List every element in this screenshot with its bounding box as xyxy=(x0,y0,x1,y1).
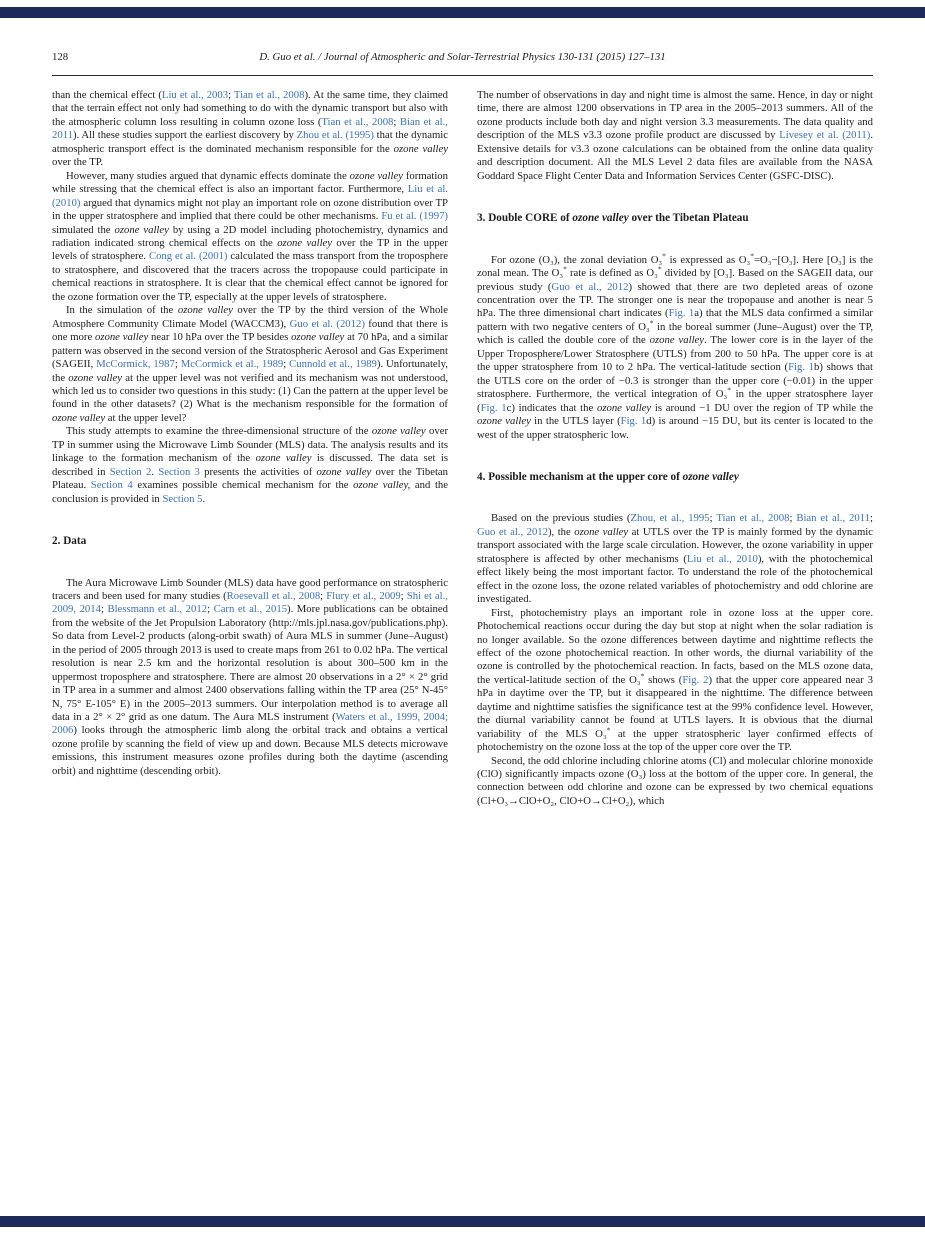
text-run: ; xyxy=(393,115,400,128)
text-run: b) shows that the UTLS core on the order of −0.3 is stronger than the upper core (−0.01) in the upper stratosphere. Furthermore, the vertical integration of O₃ xyxy=(477,361,873,401)
italic-term: ozone valley xyxy=(572,212,629,225)
text-run: ; xyxy=(228,89,234,101)
text-run: ) showed that there are two depleted areas of ozone concentration over the TP. The stronger one is near the tropopause and another is near 5 hPa. The three dimensional chart indicates ( xyxy=(477,280,873,320)
text-run: ; xyxy=(870,512,873,525)
citation-link[interactable]: Blessmann et al., 2012 xyxy=(107,603,208,616)
citation-link[interactable]: Section 3 xyxy=(158,465,200,478)
text-run: is discussed. The data set is described in xyxy=(52,452,448,478)
text-run: This study attempts to examine the three-dimensional structure of the xyxy=(66,425,372,438)
text-run: is around −1 DU over the region of TP while the xyxy=(651,401,873,414)
italic-term: ozone valley xyxy=(291,331,345,344)
text-run: argued that dynamics might not play an important role on ozone distribution over TP in the upper stratosphere and implied that there could be other mechanisms. xyxy=(52,196,448,223)
text-run: ; xyxy=(283,358,290,371)
text-run: over the TP by the third version of the Whole Atmosphere Community Climate Model (WACCM3), xyxy=(52,304,449,330)
italic-term: ozone valley xyxy=(316,465,372,478)
superscript: * xyxy=(640,671,645,681)
italic-term: ozone valley xyxy=(68,371,122,384)
page-header xyxy=(52,51,873,66)
text-run: ; xyxy=(709,512,717,525)
text-run: in the boreal summer (June–August) over the TP, which is called the double core of the xyxy=(477,320,874,347)
citation-link[interactable]: Section 4 xyxy=(90,479,133,492)
text-run: presents the activities of xyxy=(199,465,317,478)
text-run: ) looks through the atmospheric limb along the orbital track and obtains a vertical ozone profile by scanning the field of view up and down. Because MLS detects microwave emissions, this instrument measures ozone profiles during both the daytime (ascending orbit) and nighttime (descending orbit). xyxy=(52,724,448,777)
text-run: . The lower core is in the layer of the Upper Troposphere/Lower Stratosphere (UTLS) from 200 to 50 hPa. The upper core is at the upper stratosphere from 10 to 2 hPa. The vertical-latitude section ( xyxy=(477,334,873,374)
text-run: In the simulation of the xyxy=(66,304,178,317)
superscript: * xyxy=(563,264,567,274)
citation-link[interactable]: Zhou, et al., 1995 xyxy=(630,512,710,525)
section-heading xyxy=(477,471,873,484)
text-run: over the TP. xyxy=(52,156,104,169)
text-run: shows ( xyxy=(644,673,683,686)
text-run: ; xyxy=(174,358,181,371)
text-run: is expressed as O₃ xyxy=(665,253,751,266)
citation-link[interactable]: Fig. 1 xyxy=(788,361,814,374)
citation-link[interactable]: Flury et al., 2009 xyxy=(326,589,401,602)
superscript: * xyxy=(750,251,755,261)
top-decoration-bar xyxy=(0,7,925,18)
text-run: near 10 hPa over the TP besides xyxy=(148,331,292,344)
italic-term: ozone valley xyxy=(177,304,233,317)
paragraph xyxy=(52,89,448,170)
citation-link[interactable]: Tian et al., 2008 xyxy=(321,115,394,128)
text-run: and the conclusion is provided in xyxy=(52,479,449,505)
page-number: 128 xyxy=(52,51,69,63)
superscript: * xyxy=(662,251,666,261)
text-run: by using a 2D model including photochemistry, dynamics and radiation indicated strong chemical effects on the xyxy=(52,223,448,249)
text-run: at the upper stratospheric layer confirmed effects of photochemistry on the ozone loss at the top of the upper core over the TP. xyxy=(477,727,873,754)
text-run: at the upper level? xyxy=(105,411,187,424)
superscript: * xyxy=(649,318,654,328)
text-run: ; xyxy=(400,589,407,602)
text-run: in the UTLS layer ( xyxy=(530,415,621,428)
italic-term: ozone valley xyxy=(477,415,531,428)
text-run: The number of observations in day and night time is almost the same. Hence, in day or night time, there are almost 1200 observations in TP area in the 2005–2013 summers. All of the ozone products include both day and night version 3.3 measurements. The data quality and description of the MLS v3.3 ozone profile product are discussed by xyxy=(477,89,873,142)
text-run: over TP in summer using the Microwave Limb Sounder (MLS) data. The analysis results and its linkage to the formation mechanism of the xyxy=(52,425,449,465)
text-run: Based on the previous studies ( xyxy=(491,512,631,525)
citation-link[interactable]: Fig. 2 xyxy=(682,673,709,686)
paragraph xyxy=(477,755,873,809)
text-run: ; xyxy=(789,512,797,525)
text-run: at UTLS over the TP is mainly formed by the dynamic transport associated with the large scale circulation. However, the ozone variability in upper stratosphere is affected by other mechanisms ( xyxy=(477,525,873,565)
citation-link[interactable]: Guo et al. (2012) xyxy=(289,317,365,330)
text-run: =O₃−[O₃]. Here [O₃] is the zonal mean. The O₃ xyxy=(477,253,874,280)
citation-link[interactable]: Tian et al., 2008 xyxy=(716,512,790,525)
text-run: found that there is one more xyxy=(52,317,448,344)
italic-term: ozone valley xyxy=(371,425,426,438)
article-body xyxy=(52,89,873,808)
text-run: over the TP in the upper levels of stratosphere. xyxy=(52,236,448,263)
citation-link[interactable]: Liu et al., 2003 xyxy=(161,89,229,101)
paragraph xyxy=(477,607,873,755)
text-run: ). All these studies support the earliest discovery by xyxy=(72,129,297,142)
text-run: First, photochemistry plays an important role in ozone loss at the upper core. Photochemical reactions occur during the day but stop at night when the solar radiation is no longer available. So the ozone differences between daytime and nighttime reflects the effect of the ozone photochemical reaction. In other words, the diurnal variability of the ozone is controlled by the photochemical reaction. In facts, based on the MLS ozone data, the vertical-latitude section of the O₃ xyxy=(477,606,873,686)
paragraph xyxy=(477,89,873,183)
italic-term: ozone valley xyxy=(52,411,106,424)
text-run: formation while stressing that the chemical effect is also an important factor. Furthermore, xyxy=(52,169,448,196)
italic-term: ozone valley xyxy=(596,401,652,414)
text-run: examines possible chemical mechanism for the xyxy=(132,479,354,492)
text-run: Second, the odd chlorine including chlorine atoms (Cl) and molecular chlorine monoxide (ClO) significantly impacts ozone (O₃) loss at the bottom of the upper core. In general, the connection between odd chlorine and ozone can be expressed by two chemical equations (Cl+O₃→ClO+O₂, ClO+O→Cl+O₂), which xyxy=(477,754,873,807)
citation-link[interactable]: Section 5 xyxy=(162,492,203,505)
text-run: divided by [O₃]. Based on the SAGEII data, our previous study ( xyxy=(477,267,874,293)
text-run: a) that the MLS data confirmed a similar pattern with two negative centers of O₃ xyxy=(477,307,873,333)
citation-link[interactable]: Cong et al. (2001) xyxy=(148,250,228,263)
italic-term: ozone valley xyxy=(255,452,312,465)
italic-term: ozone valley xyxy=(94,331,149,344)
italic-term: ozone valley xyxy=(349,169,403,182)
text-run: ; xyxy=(320,589,327,602)
citation-link[interactable]: Fu et al. (1997) xyxy=(381,210,448,223)
citation-link[interactable]: Fig. 1 xyxy=(620,415,647,428)
citation-link[interactable]: McCormick et al., 1989 xyxy=(180,358,284,371)
text-run: ). At the same time, they claimed that the terrain effect not only had something to do with the dynamic transport but also with the atmospheric column loss resulting in column ozone loss ( xyxy=(52,89,448,128)
italic-term: ozone valley xyxy=(649,334,705,347)
text-run: calculated the mass transport from the troposphere to stratosphere, and discovered that the tracers across the tropopause could participate in chemical reactions in stratosphere. It is clear that the chemical effect cannot be ignored for the ozone formation over the TP, especially at the upper levels of stratosphere. xyxy=(52,250,448,303)
italic-term: ozone valley xyxy=(682,470,739,483)
text-run: ), the xyxy=(547,525,575,538)
text-run: For ozone (O₃), the zonal deviation O₃ xyxy=(491,253,663,266)
paragraph xyxy=(52,304,448,425)
text-run: . xyxy=(202,492,206,505)
left-column xyxy=(52,89,448,808)
citation-link[interactable]: Zhou et al. (1995) xyxy=(296,129,374,142)
text-run: in the upper stratosphere layer ( xyxy=(477,388,873,414)
citation-link[interactable]: Livesey et al. (2011) xyxy=(779,129,871,142)
paragraph xyxy=(477,512,873,606)
citation-link[interactable]: Liu et al. (2010) xyxy=(52,183,448,209)
text-run: at 70 hPa, and a similar pattern was observed in the second version of the Stratospheric Aerosol and Gas Experiment (SAGEII, xyxy=(52,331,449,371)
text-run: . xyxy=(151,465,159,478)
citation-link[interactable]: Tian et al., 2008 xyxy=(233,89,305,101)
text-run: at the upper level was not verified and its mechanism was not understood, which led us to consider two questions in this study: (1) Can the pattern at the upper level be found in the other datasets? (2) What is the mechanism responsible for the formation of xyxy=(52,371,449,411)
text-run: However, many studies argued that dynamic effects dominate the xyxy=(66,169,350,182)
text-run: that the dynamic atmospheric transport effect is the dominated mechanism responsible for the xyxy=(52,129,448,155)
paragraph xyxy=(52,425,448,506)
superscript: * xyxy=(727,385,731,395)
text-run: 4. Possible mechanism at the upper core of xyxy=(477,470,683,483)
italic-term: ozone valley xyxy=(393,142,448,155)
citation-link[interactable]: Roesevall et al., 2008 xyxy=(226,589,321,602)
text-run: ; xyxy=(100,603,108,616)
citation-link[interactable]: Section 2 xyxy=(109,465,152,478)
text-run: simulated the xyxy=(52,223,115,236)
text-run: The Aura Microwave Limb Sounder (MLS) data have good performance on stratospheric tracers and been used for many studies ( xyxy=(52,576,448,602)
citation-link[interactable]: Bian et al., 2011 xyxy=(52,115,448,142)
citation-link[interactable]: Fig. 1 xyxy=(668,307,695,320)
italic-term: ozone valley xyxy=(114,223,169,236)
italic-term: ozone valley, xyxy=(353,479,411,492)
text-run: ) that the upper core appeared near 3 hPa in daytime over the TP, but it disappeared in the nighttime. The difference between daytime and nighttime satisfies the significance test at the 99% confidence level. However, the diurnal variability cannot be found at UTLS layers. It is obvious that the diurnal variability of the MLS O₃ xyxy=(477,673,873,740)
right-column xyxy=(477,89,873,808)
citation-link[interactable]: Bian et al., 2011 xyxy=(796,512,871,525)
superscript: * xyxy=(606,725,611,735)
citation-link[interactable]: Fig. 1 xyxy=(480,401,507,414)
text-run: over the Tibetan Plateau. xyxy=(52,465,449,492)
text-run: ). More publications can be obtained from the website of the Jet Propulsion Laboratory (http://mls.jpl.nasa.gov/publications.php). So data from Level-2 products (along-orbit swath) of Aura MLS in summer (June–August) in the period of 2005 through 2013 is used to create maps from 261 to 0.02 hPa. The vertical resolution is near 2.5 km and the horizontal resolution is about 300–500 km in the uppermost troposphere and stratosphere. There are almost 20 observations in a 2° × 2° grid in TP area in a summer and almost 2400 observations falling within the TP area (25° N-45° N, 75° E-105° E) in the 2005–2013 summers. Our interpolation method is to average all data in a 2° × 2° grid as one datum. The Aura MLS instrument ( xyxy=(52,603,448,724)
paragraph xyxy=(477,251,874,442)
header-rule xyxy=(52,75,873,76)
citation-link[interactable]: Shi et al., 2009, 2014 xyxy=(52,589,448,616)
text-run: ; xyxy=(207,603,214,616)
text-run: c) indicates that the xyxy=(506,401,597,414)
italic-term: ozone valley xyxy=(277,236,333,249)
citation-link[interactable]: Waters et al., 1999, 2004; 2006 xyxy=(52,711,448,737)
text-run: ). Unfortunately, the xyxy=(52,358,448,384)
text-run: over the Tibetan Plateau xyxy=(628,212,749,225)
text-run: 2. Data xyxy=(52,535,87,548)
citation-link[interactable]: Carn et al., 2015 xyxy=(213,603,288,616)
text-run: than the chemical effect ( xyxy=(52,89,162,101)
text-run: rate is defined as O₃ xyxy=(566,267,658,280)
citation-link[interactable]: Guo et al., 2012 xyxy=(551,280,629,293)
text-run: 3. Double CORE of xyxy=(477,212,573,225)
text-run: . Extensive details for v3.3 ozone calculations can be obtained from the online data quality and description document. All the MLS Level 2 data files are available from the NASA Goddard Space Flight Center Data and Information Services Center (GSFC-DISC). xyxy=(477,129,874,182)
paragraph xyxy=(52,577,448,779)
superscript: * xyxy=(657,264,662,274)
italic-term: ozone valley xyxy=(574,525,629,538)
section-heading xyxy=(52,535,448,548)
paragraph xyxy=(52,170,448,305)
citation-link[interactable]: McCormick, 1987 xyxy=(96,358,175,371)
text-run: ), with the photochemical effect likely being the most important factor. To understand the role of the photochemical effect in the ozone loss, the ozone related variables of photochemistry and odd chlorine are investigated. xyxy=(477,552,873,606)
bottom-decoration-bar xyxy=(0,1216,925,1227)
citation-link[interactable]: Cunnold et al., 1989 xyxy=(289,358,377,371)
running-head: D. Guo et al. / Journal of Atmospheric and Solar-Terrestrial Physics 130-131 (2015) 127–131 xyxy=(259,51,666,63)
citation-link[interactable]: Liu et al., 2010 xyxy=(686,552,758,565)
citation-link[interactable]: Guo et al., 2012 xyxy=(477,525,548,538)
text-run: d) is around −15 DU, but its center is located to the west of the upper stratospheric low. xyxy=(477,415,873,441)
section-heading xyxy=(477,212,873,225)
